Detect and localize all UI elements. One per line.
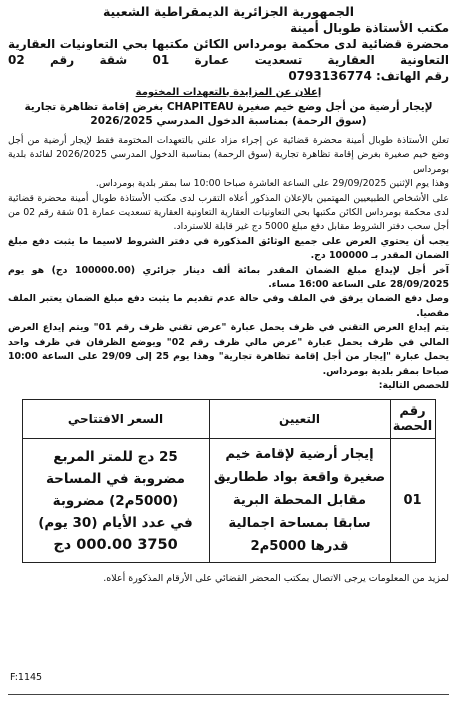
announcement-subtitle-1: لإيجار أرضية من أجل وضع خيم صغيرة CHAPITEAU بغرض إقامة تظاهرة تجارية [24, 101, 433, 113]
announcement-title: إعلان عن المزايدة بالتعهدات المختومة [135, 87, 322, 98]
body-paragraph-envelopes: يتم إيداع العرض التقني في ظرف يحمل عبارة "عرض تقني ظرف رقم 01" ويتم إيداع العرض المالي في ظرف يحمل عبارة "عرض مالي ظرف رقم 02" ويوضع الظرفان في ظرف واحد يحمل عبارة "إيجار من أجل إقامة تظاهرة تجارية" وهذا يوم 25 إلى 29/09 على الساعة 10:00 صباحا بمقر بلدية بومرداس. [8, 322, 450, 377]
office-address-line-1: محضرة قضائية لدى محكمة بومرداس الكائن مكتبها بحي التعاونيات العقارية [8, 37, 449, 51]
lot-description: إيجار أرضية لإقامة خيم صغيرة واقعة بواد ططاريق مقابل المحطة البرية سابقا بمساحة اجمالية قدرها 5000م2 [209, 439, 390, 563]
price-line-2: مضروبة في المساحة [45, 470, 186, 487]
lot-price [22, 439, 209, 563]
bottom-rule [8, 694, 449, 695]
body-paragraph-receipt: وصل دفع الضمان يرفق في الملف وفي حالة عدم تقديم ما يثبت دفع مبلغ الضمان يعتبر الملف مقصيا. [8, 293, 449, 319]
republic-title: الجمهورية الجزائرية الديمقراطية الشعبية [102, 4, 355, 19]
price-line-3: (5000م2) مضروبة [52, 492, 179, 509]
office-phone: رقم الهاتف: 0793136774 [288, 69, 449, 83]
office-name: مكتب الأستاذة طوبال أمينة [290, 21, 449, 35]
table-header-row [22, 400, 435, 439]
body-paragraph-lots-intro: للحصص التالية: [378, 379, 449, 391]
lots-table [22, 399, 436, 563]
price-line-4: في عدد الأيام (30 يوم) [38, 514, 193, 531]
body-paragraph-specs: على الأشخاص الطبيعيين المهتمين بالإعلان المذكور أعلاه التقرب لدى مكتب الأستاذة طوبال أمينة محضرة قضائية لدى محكمة بومرداس الكائن مكتبها بحي التعاونيات العقارية التعاونية العقارية تسعديت عمارة 01 شقة رقم 02 من أجل سحب دفتر الشروط مقابل دفع مبلغ 5000 دج غير قابلة للاسترداد. [8, 192, 450, 233]
body-paragraph-documents: يجب أن يحتوي العرض على جميع الوثائق المذكورة في دفتر الشروط لاسيما ما يثبت دفع مبلغ الضمان المقدر بـ 100000 دج. [8, 235, 449, 262]
header-lot-number: رقم الحصة [390, 400, 435, 439]
lot-number: 01 [390, 439, 435, 563]
header-designation: التعيين [209, 400, 390, 439]
reference-number: F:1145 [10, 672, 43, 683]
body-paragraph-deadline: آخر أجل لإيداع مبلغ الضمان المقدر بمائة ألف دينار جزائري (100000.00 دج) هو يوم 28/09/2025 على الساعة 16:00 مساء. [8, 264, 449, 291]
office-address-line-2: التعاونية العقارية تسعديت عمارة 01 شقة رقم 02 [8, 53, 449, 67]
body-paragraph-date: وهذا يوم الإثنين 29/09/2025 على الساعة العاشرة صباحا 10:00 سا بمقر بلدية بومرداس. [95, 178, 449, 190]
price-total: 3750 000.00 دج [53, 536, 178, 553]
footer-note: لمزيد من المعلومات يرجى الاتصال بمكتب المحضر القضائي على الأرقام المذكورة أعلاه. [103, 573, 449, 585]
header-opening-price: السعر الافتتاحي [22, 400, 209, 439]
table-row [22, 439, 435, 563]
body-paragraph-intro: تعلن الأستاذة طوبال أمينة محضرة قضائية عن إجراء مزاد علني بالتعهدات المختومة فقط لإيجار أرضية من أجل وضع خيم صغيرة بغرض إقامة تظاهرة تجارية (سوق الرحمة) بمناسبة الدخول المدرسي 2026/2025 لفائدة بلدية بومرداس [8, 135, 449, 175]
price-line-1: 25 دج للمتر المربع [53, 448, 178, 465]
announcement-subtitle-2: (سوق الرحمة) بمناسبة الدخول المدرسي 2026/2025 [90, 115, 367, 127]
